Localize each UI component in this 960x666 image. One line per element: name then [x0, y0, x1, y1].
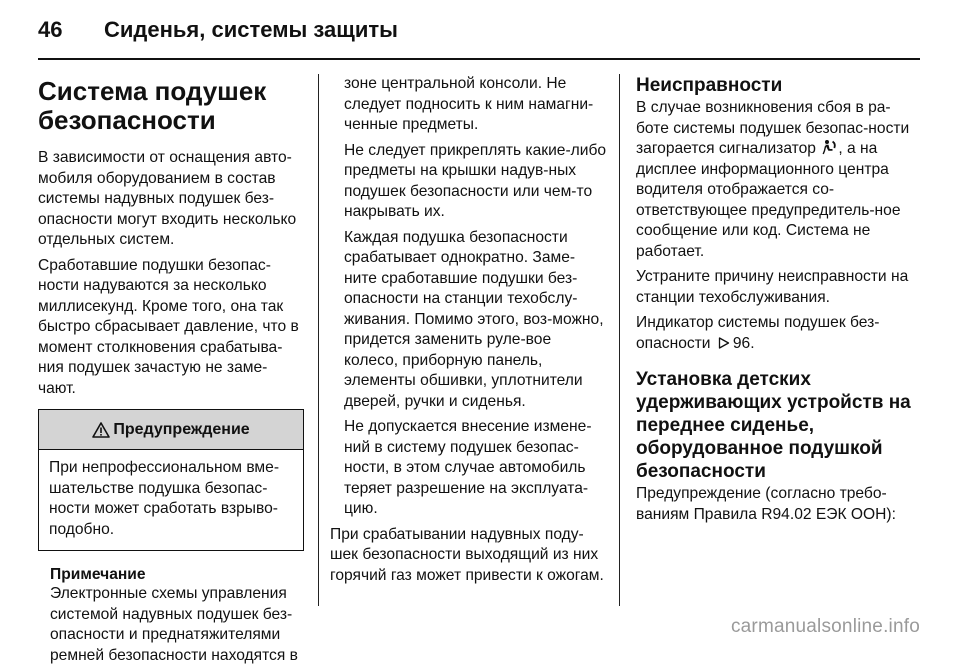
note-block [38, 565, 304, 666]
paragraph: Не допускается внесение измене-ний в систему подушек безопас-ности, в этом случае автомобиль теряет разрешение на эксплуата-цию. [344, 418, 592, 517]
note-text: Электронные схемы управления системой надувных подушек без-опасности и преднатяжителями ремней безопасности находятся в [50, 585, 298, 664]
column-1 [38, 74, 304, 666]
paragraph: В случае возникновения сбоя в ра-боте системы подушек безопас-ности загорается сигнализатор , а на дисплее информационного центра водителя отображается со-ответствующее предупредитель-ное сообщение или код. Система не работает. [636, 99, 910, 260]
column-3 [636, 74, 912, 530]
watermark: carmanualsonline.info [730, 616, 920, 637]
warning-title: Предупреждение [113, 420, 250, 438]
section-title: Система подушек безопасности [38, 76, 267, 135]
warning-header [39, 410, 303, 450]
paragraph: Не следует прикреплять какие-либо предметы на крышки надув-ных подушек безопасности или чем-то накрывать их. [344, 141, 607, 220]
warning-box [38, 409, 304, 551]
paragraph: Предупреждение (согласно требо-ваниям Правила R94.02 ЕЭК ООН): [636, 485, 896, 523]
subsection-title: Неисправности [636, 75, 783, 96]
warning-triangle-icon [92, 422, 110, 438]
paragraph: зоне центральной консоли. Не следует подносить к ним намагни-ченные предметы. [344, 75, 594, 133]
warning-text: При непрофессиональном вме-шательстве подушка безопас-ности может сработать взрыво-подобно. [49, 459, 280, 538]
column-divider-2 [619, 74, 620, 606]
header-divider [38, 58, 920, 60]
paragraph: В зависимости от оснащения авто-мобиля оборудованием в состав системы надувных подушек без-опасности могут входить несколько отдельных систем. [38, 149, 297, 248]
paragraph: Сработавшие подушки безопас-ности надуваются за несколько миллисекунд. Кроме того, она так быстро сбрасывает давление, что в момент столкновения срабатыва-ния подушек зачастую не заме-чают. [38, 256, 299, 397]
column-2 [330, 74, 608, 591]
subsection-title: Установка детских удерживающих устройств на переднее сиденье, оборудованное подушкой безопасности [636, 369, 911, 482]
paragraph: Каждая подушка безопасности срабатывает однократно. Заме-ните сработавшие подушки без-опасности на станции техобслу-живания. Помимо этого, воз-можно, придется заменить руле-вое колесо, приборную панель, элементы обшивки, уплотнители дверей, ручки и сиденья. [344, 228, 604, 410]
page-reference[interactable]: 96. [732, 334, 755, 352]
running-title: Сиденья, системы защиты [104, 17, 398, 42]
paragraph: Индикатор системы подушек без-опасности 96. [636, 314, 880, 352]
page-reference-arrow-icon [718, 337, 730, 349]
page-header [38, 14, 398, 46]
page-number: 46 [38, 17, 63, 42]
note-title: Примечание [50, 566, 146, 583]
airbag-indicator-icon [821, 139, 837, 155]
column-divider-1 [318, 74, 319, 606]
paragraph: Устраните причину неисправности на станции техобслуживания. [636, 268, 909, 306]
paragraph: При срабатывании надувных поду-шек безопасности выходящий из них горячий газ может привести к ожогам. [330, 525, 604, 584]
